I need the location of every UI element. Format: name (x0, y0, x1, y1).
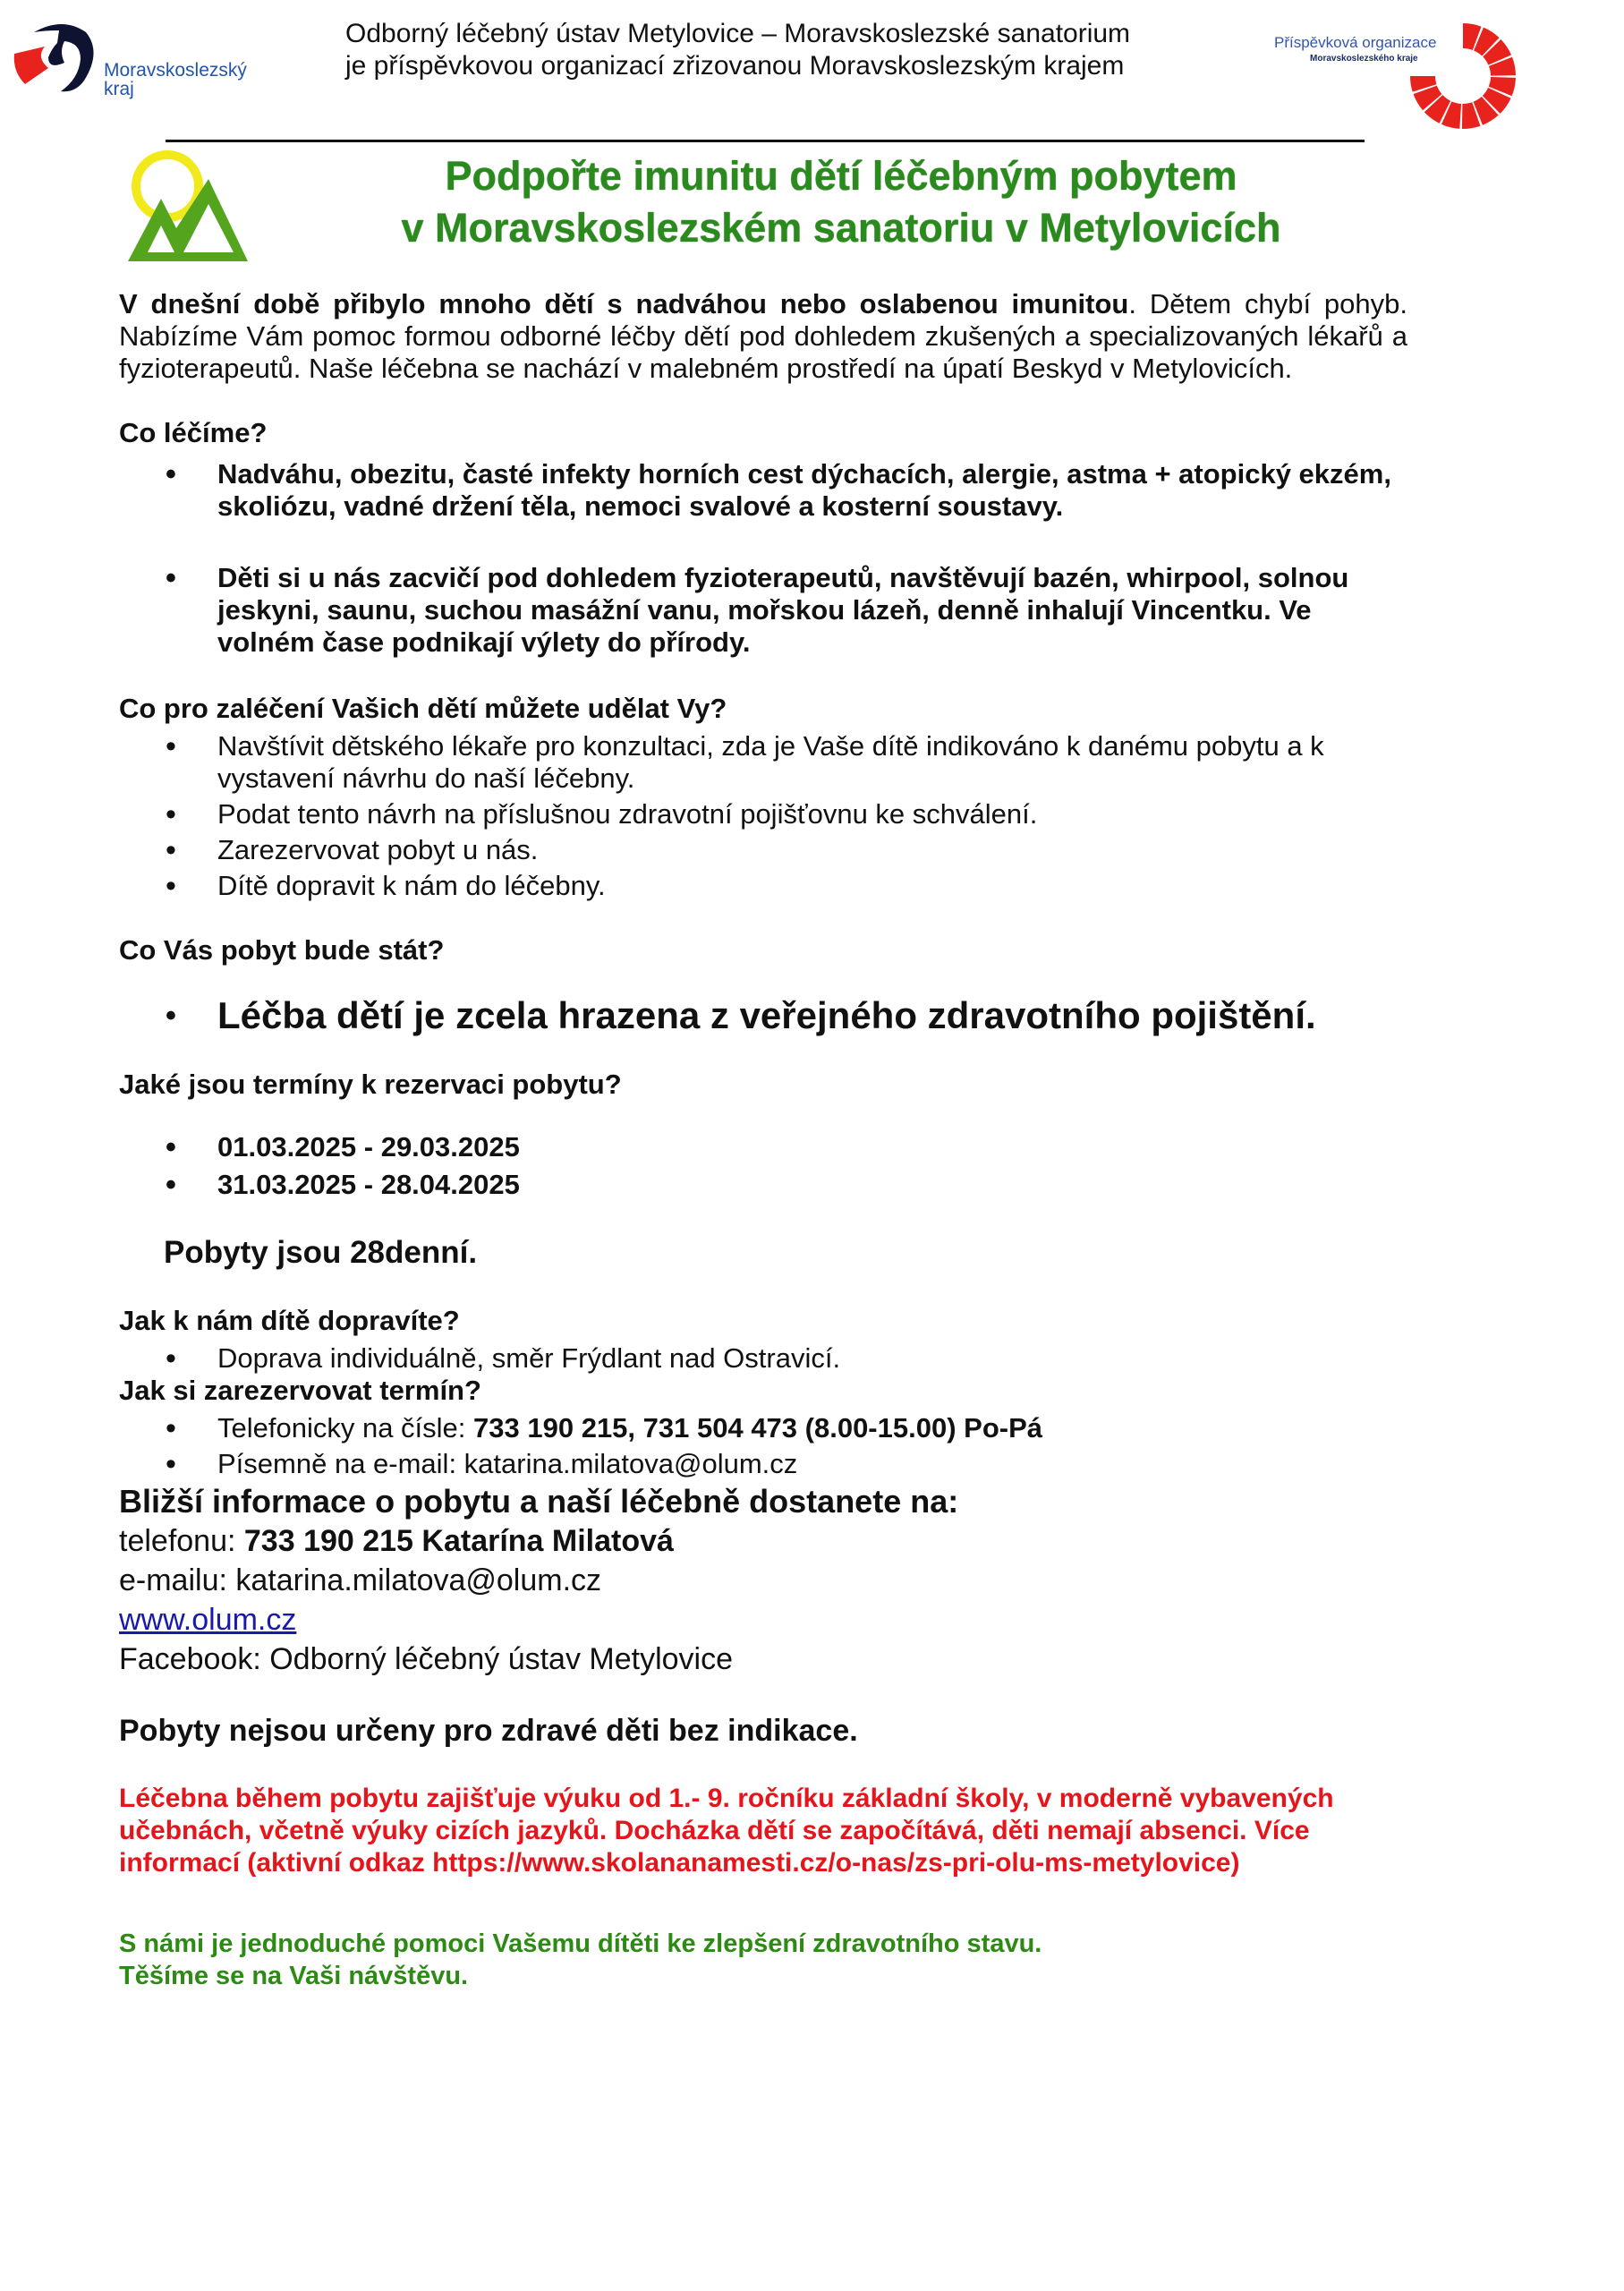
list-item: • Dítě dopravit k nám do léčebny. (119, 870, 1407, 902)
title-line-1: Podpořte imunitu dětí léčebným pobytem (445, 153, 1237, 199)
website-link[interactable]: www.olum.cz (119, 1603, 297, 1637)
list-item: • Zarezervovat pobyt u nás. (119, 834, 1407, 866)
title-line-2: v Moravskoslezském sanatoriu v Metylovicích (401, 205, 1281, 251)
heading-what-you-can-do: Co pro zaléčení Vašich dětí můžete udělat Vy? (119, 693, 727, 724)
logo-text-kraj: kraj (104, 79, 134, 99)
contact-block (119, 1521, 1407, 1679)
steps-list (119, 730, 1407, 902)
list-item: • Podat tento návrh na příslušnou zdravotní pojišťovnu ke schválení. (119, 798, 1407, 830)
heading-cost: Co Vás pobyt bude stát? (119, 934, 445, 966)
po-logo-text-2: Moravskoslezského kraje (1310, 54, 1418, 64)
segmented-ring-icon (1405, 18, 1521, 134)
list-item: • Navštívit dětského lékaře pro konzultaci, zda je Vaše dítě indikováno k danému pobytu a k vystavení návrhu do naší léčebny. (119, 730, 1407, 795)
contact-facebook: Facebook: Odborný léčebný ústav Metylovice (119, 1642, 734, 1676)
heading-more-info: Bližší informace o pobytu a naší léčebně dostanete na: (119, 1483, 959, 1520)
prispevkova-organizace-logo (1271, 16, 1539, 123)
heading-what-we-treat: Co léčíme? (119, 417, 268, 448)
list-item (119, 1412, 1407, 1444)
closing-line-1: S námi je jednoduché pomoci Vašemu dítěti ke zlepšení zdravotního stavu. (119, 1929, 1042, 1958)
document-body (119, 288, 1407, 1992)
treat-list (119, 458, 1407, 659)
page-title (340, 150, 1342, 254)
header-line-1: Odborný léčebný ústav Metylovice – Moravskoslezské sanatorium (345, 19, 1131, 48)
heading-transport: Jak k nám dítě dopravíte? (119, 1305, 460, 1336)
terms-list (119, 1131, 1407, 1201)
intro-bold: V dnešní době přibylo mnoho dětí s nadváhou nebo oslabenou imunitou (119, 288, 1129, 319)
cost-list (119, 993, 1407, 1038)
notice-text: Pobyty nejsou určeny pro zdravé děti bez indikace. (119, 1714, 858, 1748)
list-item: • Doprava individuálně, směr Frýdlant nad Ostravicí. (119, 1342, 1407, 1375)
reservation-list (119, 1412, 1407, 1480)
moravskoslezsky-kraj-logo (9, 16, 277, 97)
sanatorium-logo (121, 143, 255, 273)
contact-email: e-mailu: katarina.milatova@olum.cz (119, 1563, 602, 1597)
heading-reservation: Jak si zarezervovat termín? (119, 1375, 481, 1406)
phone-numbers: 733 190 215, 731 504 473 (8.00-15.00) Po-Pá (473, 1412, 1043, 1444)
term-item: • 01.03.2025 - 29.03.2025 (119, 1131, 1407, 1163)
contact-phone-value: 733 190 215 Katarína Milatová (243, 1524, 674, 1558)
term-item: • 31.03.2025 - 28.04.2025 (119, 1169, 1407, 1201)
sun-mountains-icon (121, 143, 255, 268)
logo-text-region: Moravskoslezský (104, 60, 247, 81)
terms-note: Pobyty jsou 28denní. (164, 1235, 478, 1270)
intro-text: . Dětem chybí pohyb. Nabízíme Vám pomoc formou odborné léčby dětí pod dohledem zkušených a specializovaných lékařů a fyzioterapeutů. Naše léčebna se nachází v malebném prostředí na úpatí Beskyd v Metylovicích. (119, 288, 1407, 384)
list-item: • Děti si u nás zacvičí pod dohledem fyzioterapeutů, navštěvují bazén, whirpool, solnou jeskyni, saunu, suchou masážní vanu, mořskou lázeň, denně inhalují Vincentku. Ve volném čase podnikají výlety do přírody. (119, 562, 1407, 659)
contact-phone (119, 1521, 1407, 1561)
transport-list (119, 1342, 1407, 1375)
po-logo-text-1: Příspěvková organizace (1274, 34, 1437, 51)
list-item: • Nadváhu, obezitu, časté infekty horních cest dýchacích, alergie, astma + atopický ekzém, skoliózu, vadné držení těla, nemoci svalové a kosterní soustavy. (119, 458, 1407, 523)
list-item: • Léčba dětí je zcela hrazena z veřejného zdravotního pojištění. (119, 993, 1407, 1038)
region-emblem-icon (9, 16, 107, 101)
closing-line-2: Těšíme se na Vaši návštěvu. (119, 1962, 469, 1990)
header-organization-text (345, 18, 1130, 82)
list-item-email: • Písemně na e-mail: katarina.milatova@olum.cz (119, 1448, 1407, 1480)
contact-phone-label: telefonu: (119, 1524, 244, 1558)
closing-message (119, 1928, 1407, 1992)
heading-terms: Jaké jsou termíny k rezervaci pobytu? (119, 1069, 622, 1100)
intro-paragraph (119, 288, 1407, 385)
phone-label: Telefonicky na čísle: (217, 1412, 474, 1444)
header-line-2: je příspěvkovou organizací zřizovanou Moravskoslezským krajem (345, 51, 1125, 81)
header-divider (166, 140, 1365, 142)
school-note: Léčebna během pobytu zajišťuje výuku od 1.- 9. ročníku základní školy, v moderně vybavených učebnách, včetně výuky cizích jazyků. Docházka dětí se započítává, děti nemají absenci. Více informací (aktivní odkaz https://www.skolananamesti.cz/o-nas/zs-pri-olu-ms-metylovice) (119, 1784, 1334, 1878)
